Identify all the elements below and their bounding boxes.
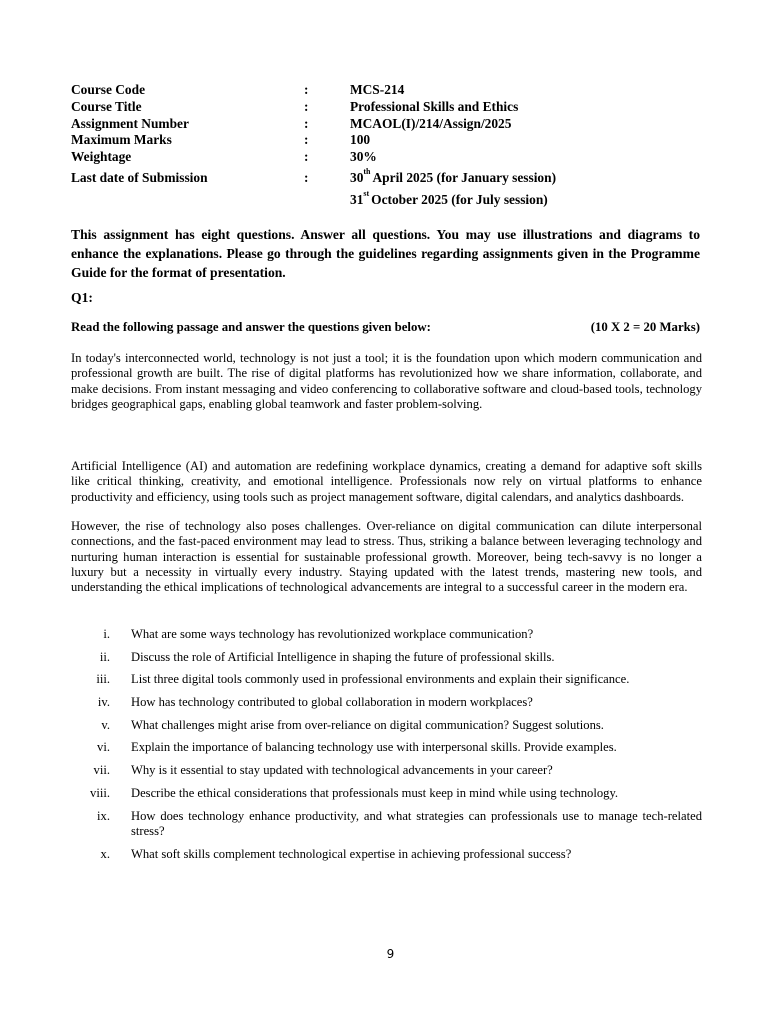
question-number: i. — [103, 627, 110, 641]
header-row-course-title — [71, 99, 631, 116]
question-text: Explain the importance of balancing technology use with interpersonal skills. Provide examples. — [131, 740, 617, 755]
date-ordinal-suffix: th — [363, 166, 371, 176]
header-row-weightage — [71, 149, 631, 166]
header-colon: : — [304, 115, 309, 131]
header-value: MCAOL(I)/214/Assign/2025 — [350, 115, 512, 131]
submission-date-january — [350, 167, 556, 190]
question-number: ix. — [97, 808, 110, 823]
question-number: x. — [100, 846, 110, 861]
header-row-course-code — [71, 82, 631, 99]
question-item — [71, 650, 702, 673]
question-item — [71, 695, 702, 718]
question-number: iii. — [96, 672, 110, 687]
header-label: Maximum Marks — [71, 132, 172, 148]
header-row-submission-date-2 — [71, 189, 631, 210]
passage-paragraph: In today's interconnected world, technology is not just a tool; it is the foundation upon which modern communication and professional growth are built. The rise of digital platforms has revolutionized how we share information, collaborate, and make decisions. From instant messaging and video conferencing to collaborative software and cloud-based tools, technology bridges geographical gaps, enabling global teamwork and faster problem-solving. — [71, 351, 702, 411]
header-colon: : — [304, 149, 309, 165]
header-row-submission-date — [71, 167, 631, 188]
header-label: Course Code — [71, 82, 146, 97]
passage-paragraph: However, the rise of technology also poses challenges. Over-reliance on digital communication can dilute interpersonal connections, and the fast-paced environment may lead to stress. Thus, striking a balance between leveraging technology and nurturing human interaction is essential for sustainable professional growth. Moreover, being tech-savvy is no longer a luxury but a necessity in virtually every industry. Staying updated with the latest trends, mastering new tools, and understanding the ethical implications of technological advancements are integral to a successful career in the modern era. — [71, 519, 702, 595]
question-item — [71, 786, 702, 809]
assignment-intro: This assignment has eight questions. Answer all questions. You may use illustrations and diagrams to enhance the explanations. Please go through the guidelines regarding assignments given in the Programme Guide for the format of presentation. — [71, 227, 700, 280]
question-number: v. — [101, 717, 110, 732]
question-list — [71, 627, 702, 869]
header-value: MCS-214 — [350, 82, 405, 97]
question-item — [71, 740, 702, 763]
question-item — [71, 809, 702, 847]
question-text: List three digital tools commonly used in professional environments and explain their significance. — [131, 672, 630, 687]
header-label: Course Title — [71, 98, 142, 114]
question-item — [71, 672, 702, 695]
question-text: What are some ways technology has revolutionized workplace communication? — [131, 627, 534, 641]
question-text: Discuss the role of Artificial Intelligence in shaping the future of professional skills. — [131, 649, 555, 664]
header-label: Last date of Submission — [71, 169, 208, 185]
header-label: Assignment Number — [71, 115, 189, 131]
header-row-maximum-marks — [71, 132, 631, 149]
question-text: Describe the ethical considerations that professionals must keep in mind while using technology. — [131, 785, 619, 800]
header-row-assignment-number — [71, 116, 631, 133]
date-rest: April 2025 (for January session) — [372, 169, 557, 185]
question-text: How does technology enhance productivity, and what strategies can professionals use to manage tech-related stress? — [131, 808, 702, 838]
question-number: iv. — [97, 695, 110, 710]
question-instruction — [71, 320, 700, 335]
header-colon: : — [304, 132, 309, 148]
header-colon: : — [304, 98, 309, 114]
instruction-text: Read the following passage and answer the questions given below: — [71, 320, 431, 334]
question-heading: Q1: — [71, 290, 93, 305]
date-day: 30 — [350, 169, 364, 185]
question-number: vii. — [93, 763, 110, 778]
question-number: vi. — [97, 740, 110, 755]
question-item — [71, 763, 702, 786]
question-item — [71, 847, 702, 870]
submission-date-july — [350, 189, 548, 212]
question-number: viii. — [90, 785, 110, 800]
header-value: 30% — [350, 149, 377, 165]
header-value: Professional Skills and Ethics — [350, 98, 519, 114]
header-label: Weightage — [71, 149, 132, 165]
question-item — [71, 718, 702, 741]
assignment-header — [71, 82, 631, 210]
date-day: 31 — [350, 191, 364, 207]
question-text: Why is it essential to stay updated with technological advancements in your career? — [131, 763, 553, 778]
question-text: What soft skills complement technological expertise in achieving professional success? — [131, 846, 572, 861]
marks-label: (10 X 2 = 20 Marks) — [590, 320, 700, 334]
date-rest: October 2025 (for July session) — [371, 191, 548, 207]
header-colon: : — [304, 169, 309, 185]
question-item — [71, 627, 702, 650]
passage-paragraph: Artificial Intelligence (AI) and automation are redefining workplace dynamics, creating a demand for adaptive soft skills like critical thinking, creativity, and emotional intelligence. Professionals now rely on virtual platforms to enhance productivity and efficiency, using tools such as project management software, digital calendars, and analytics dashboards. — [71, 459, 702, 504]
header-value: 100 — [350, 132, 371, 148]
page-number: 9 — [386, 947, 395, 961]
question-text: What challenges might arise from over-reliance on digital communication? Suggest solutions. — [131, 717, 604, 732]
header-colon: : — [304, 82, 309, 97]
date-ordinal-suffix: st — [363, 188, 370, 198]
question-text: How has technology contributed to global collaboration in modern workplaces? — [131, 695, 533, 710]
question-number: ii. — [99, 649, 110, 664]
